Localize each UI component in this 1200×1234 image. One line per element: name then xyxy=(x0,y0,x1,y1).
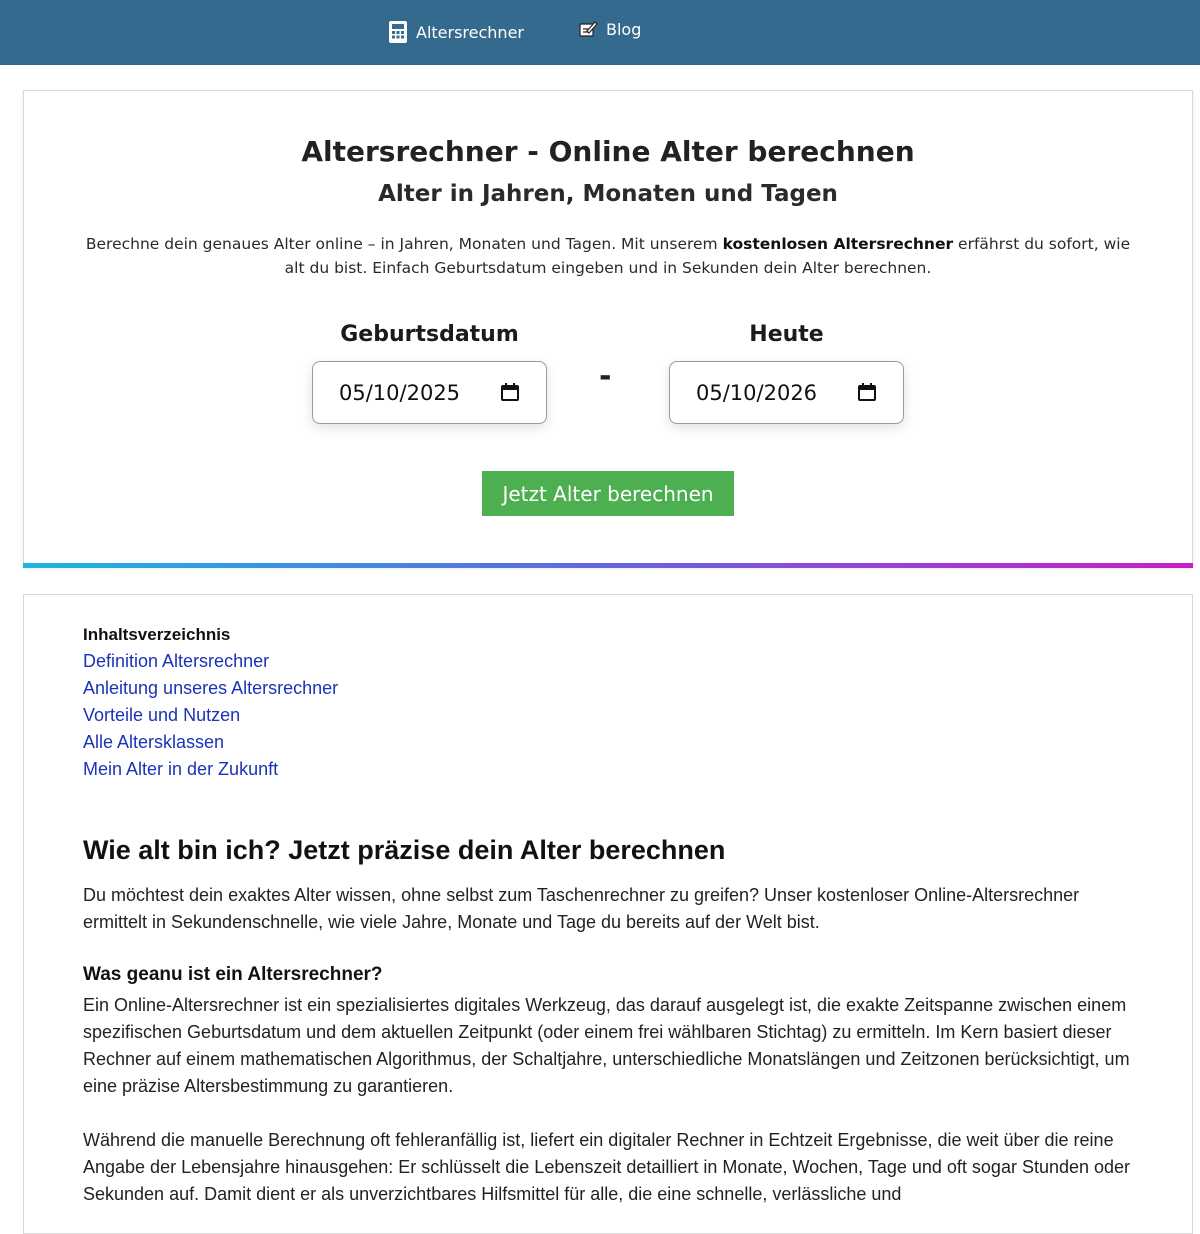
toc-item xyxy=(83,705,338,732)
nav-label-altersrechner: Altersrechner xyxy=(416,22,524,42)
article-heading: Wie alt bin ich? Jetzt präzise dein Alter berechnen xyxy=(83,835,726,865)
calendar-icon[interactable] xyxy=(857,382,877,407)
gradient-divider xyxy=(23,563,1193,568)
calculate-age-button[interactable]: Jetzt Alter berechnen xyxy=(482,471,734,516)
page-title: Altersrechner - Online Alter berechnen xyxy=(301,135,915,168)
birthdate-input[interactable] xyxy=(312,361,547,424)
nav-item-altersrechner[interactable] xyxy=(388,20,524,44)
toc-link-anleitung[interactable]: Anleitung unseres Altersrechner xyxy=(83,678,339,698)
calculator-icon xyxy=(388,20,408,44)
toc-item xyxy=(83,759,338,786)
intro-highlight: kostenlosen Altersrechner xyxy=(722,235,954,253)
birthdate-label: Geburtsdatum xyxy=(340,322,519,347)
article-subheading: Was geanu ist ein Altersrechner? xyxy=(83,964,383,985)
date-separator: - xyxy=(599,359,612,394)
article-paragraph: Während die manuelle Berechnung oft fehleranfällig ist, liefert ein digitaler Rechner in Echtzeit Ergebnisse, die weit über die reine Angabe der Lebensjahre hinausgehen: Er schlüsselt die Lebenszeit detailliert in Monate, Wochen, Tage und oft sogar Stunden oder Sekunden auf. Damit dient er als unverzichtbares Hilfsmittel für alle, die eine schnelle, verlässliche und xyxy=(83,1130,1131,1204)
intro-text: Berechne dein genaues Alter online – in Jahren, Monaten und Tagen. Mit unserem kostenlosen Altersrechner erfährst du sofort, wie alt du bist. Einfach Geburtsdatum eingeben und in Sekunden dein Alter berechnen. xyxy=(85,235,1131,277)
article-paragraph: Ein Online-Altersrechner ist ein spezialisiertes digitales Werkzeug, das darauf ausgelegt ist, die exakte Zeitspanne zwischen einem spezifischen Geburtsdatum und dem aktuellen Zeitpunkt (oder einem frei wählbaren Stichtag) zu ermitteln. Im Kern basiert dieser Rechner auf einem mathematischen Algorithmus, der Schaltjahre, unterschiedliche Monatslängen und Zeitzonen berücksichtigt, um eine präzise Altersbestimmung zu garantieren. xyxy=(83,995,1130,1096)
nav-item-blog[interactable] xyxy=(578,19,641,39)
today-value: 05/10/2026 xyxy=(696,380,818,405)
table-of-contents xyxy=(83,651,338,786)
nav-label-blog: Blog xyxy=(606,19,642,39)
top-navigation xyxy=(0,0,1200,65)
toc-link-vorteile[interactable]: Vorteile und Nutzen xyxy=(83,705,241,725)
toc-item xyxy=(83,651,338,678)
today-input[interactable] xyxy=(669,361,904,424)
writing-hand-icon xyxy=(578,19,598,39)
content-card xyxy=(23,594,1193,1234)
toc-item xyxy=(83,678,338,705)
toc-title: Inhaltsverzeichnis xyxy=(83,625,231,644)
toc-item xyxy=(83,732,338,759)
toc-link-definition[interactable]: Definition Altersrechner xyxy=(83,651,270,671)
toc-link-altersklassen[interactable]: Alle Altersklassen xyxy=(83,732,225,752)
page-subtitle: Alter in Jahren, Monaten und Tagen xyxy=(378,181,838,207)
calculator-card xyxy=(23,90,1193,568)
toc-link-zukunft[interactable]: Mein Alter in der Zukunft xyxy=(83,759,279,779)
birthdate-value: 05/10/2025 xyxy=(339,380,461,405)
today-label: Heute xyxy=(749,322,824,347)
article-paragraph: Du möchtest dein exaktes Alter wissen, ohne selbst zum Taschenrechner zu greifen? Unser kostenloser Online-Altersrechner ermittelt in Sekundenschnelle, wie viele Jahre, Monate und Tage du bereits auf der Welt bist. xyxy=(83,885,1080,932)
calendar-icon[interactable] xyxy=(500,382,520,407)
